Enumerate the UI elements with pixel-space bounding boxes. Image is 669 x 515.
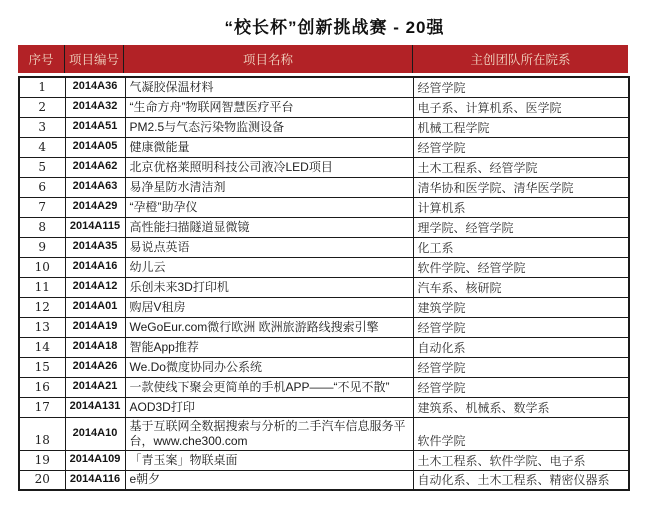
projects-table bbox=[18, 45, 628, 491]
cell-project-code: 2014A63 bbox=[65, 177, 125, 197]
table-row bbox=[19, 177, 629, 197]
table-row bbox=[19, 117, 629, 137]
cell-project-code: 2014A01 bbox=[65, 297, 125, 317]
cell-project-code: 2014A26 bbox=[65, 357, 125, 377]
cell-project-code: 2014A115 bbox=[65, 217, 125, 237]
cell-department: 自动化系 bbox=[413, 337, 629, 357]
cell-project-name: 高性能扫描隧道显微镜 bbox=[125, 217, 413, 237]
table-row bbox=[19, 470, 629, 490]
cell-index: 13 bbox=[19, 317, 65, 337]
cell-index: 5 bbox=[19, 157, 65, 177]
cell-department: 化工系 bbox=[413, 237, 629, 257]
table-row bbox=[19, 217, 629, 237]
cell-index: 3 bbox=[19, 117, 65, 137]
cell-project-code: 2014A10 bbox=[65, 417, 125, 450]
cell-project-code: 2014A18 bbox=[65, 337, 125, 357]
table-header-row bbox=[18, 45, 628, 73]
cell-index: 14 bbox=[19, 337, 65, 357]
cell-project-name: We.Do微度协同办公系统 bbox=[125, 357, 413, 377]
cell-department: 汽车系、核研院 bbox=[413, 277, 629, 297]
cell-project-code: 2014A19 bbox=[65, 317, 125, 337]
cell-project-name: 基于互联网全数据搜索与分析的二手汽车信息服务平台，www.che300.com bbox=[125, 417, 413, 450]
cell-project-name: 气凝胶保温材料 bbox=[125, 77, 413, 97]
cell-project-name: 乐创未来3D打印机 bbox=[125, 277, 413, 297]
cell-project-code: 2014A109 bbox=[65, 450, 125, 470]
cell-project-code: 2014A116 bbox=[65, 470, 125, 490]
cell-index: 1 bbox=[19, 77, 65, 97]
cell-project-code: 2014A05 bbox=[65, 137, 125, 157]
cell-index: 18 bbox=[19, 417, 65, 450]
cell-department: 电子系、计算机系、医学院 bbox=[413, 97, 629, 117]
cell-project-code: 2014A29 bbox=[65, 197, 125, 217]
cell-department: 自动化系、土木工程系、精密仪器系 bbox=[413, 470, 629, 490]
cell-project-code: 2014A12 bbox=[65, 277, 125, 297]
cell-index: 11 bbox=[19, 277, 65, 297]
cell-index: 10 bbox=[19, 257, 65, 277]
table-row bbox=[19, 237, 629, 257]
cell-project-code: 2014A16 bbox=[65, 257, 125, 277]
cell-project-name: “生命方舟”物联网智慧医疗平台 bbox=[125, 97, 413, 117]
table-row bbox=[19, 417, 629, 450]
cell-department: 建筑学院 bbox=[413, 297, 629, 317]
cell-project-name: 「青玉案」物联桌面 bbox=[125, 450, 413, 470]
cell-department: 经管学院 bbox=[413, 77, 629, 97]
cell-department: 清华协和医学院、清华医学院 bbox=[413, 177, 629, 197]
cell-index: 8 bbox=[19, 217, 65, 237]
cell-project-name: 北京优格莱照明科技公司液冷LED项目 bbox=[125, 157, 413, 177]
table-row bbox=[19, 357, 629, 377]
cell-project-name: 智能App推荐 bbox=[125, 337, 413, 357]
cell-department: 土木工程系、软件学院、电子系 bbox=[413, 450, 629, 470]
table-row bbox=[19, 257, 629, 277]
cell-index: 9 bbox=[19, 237, 65, 257]
cell-index: 17 bbox=[19, 397, 65, 417]
cell-project-name: AOD3D打印 bbox=[125, 397, 413, 417]
cell-department: 经管学院 bbox=[413, 357, 629, 377]
header-cell-index: 序号 bbox=[28, 53, 54, 67]
table-row bbox=[19, 157, 629, 177]
cell-department: 计算机系 bbox=[413, 197, 629, 217]
cell-index: 4 bbox=[19, 137, 65, 157]
cell-project-name: PM2.5与气态污染物监测设备 bbox=[125, 117, 413, 137]
cell-project-code: 2014A32 bbox=[65, 97, 125, 117]
table-row bbox=[19, 297, 629, 317]
cell-index: 2 bbox=[19, 97, 65, 117]
cell-project-code: 2014A35 bbox=[65, 237, 125, 257]
table-row bbox=[19, 450, 629, 470]
cell-project-code: 2014A62 bbox=[65, 157, 125, 177]
table-row bbox=[19, 337, 629, 357]
cell-project-code: 2014A51 bbox=[65, 117, 125, 137]
table-row bbox=[19, 137, 629, 157]
cell-department: 土木工程系、经管学院 bbox=[413, 157, 629, 177]
table-row bbox=[19, 377, 629, 397]
cell-project-code: 2014A131 bbox=[65, 397, 125, 417]
projects-table-grid bbox=[18, 76, 630, 491]
cell-project-code: 2014A21 bbox=[65, 377, 125, 397]
cell-index: 16 bbox=[19, 377, 65, 397]
cell-department: 经管学院 bbox=[413, 137, 629, 157]
table-row bbox=[19, 97, 629, 117]
cell-project-name: 健康微能量 bbox=[125, 137, 413, 157]
header-cell-project-name: 项目名称 bbox=[242, 53, 293, 67]
cell-department: 软件学院 bbox=[413, 417, 629, 450]
cell-project-name: e朝夕 bbox=[125, 470, 413, 490]
cell-project-name: 易说点英语 bbox=[125, 237, 413, 257]
cell-project-name: WeGoEur.com微行欧洲 欧洲旅游路线搜索引擎 bbox=[125, 317, 413, 337]
cell-department: 机械工程学院 bbox=[413, 117, 629, 137]
cell-department: 软件学院、经管学院 bbox=[413, 257, 629, 277]
table-row bbox=[19, 77, 629, 97]
cell-index: 20 bbox=[19, 470, 65, 490]
cell-project-name: 购居V租房 bbox=[125, 297, 413, 317]
cell-index: 6 bbox=[19, 177, 65, 197]
table-row bbox=[19, 397, 629, 417]
table-row bbox=[19, 317, 629, 337]
cell-index: 12 bbox=[19, 297, 65, 317]
cell-index: 7 bbox=[19, 197, 65, 217]
page-title: “校长杯”创新挑战赛 - 20强 bbox=[224, 18, 445, 37]
cell-department: 经管学院 bbox=[413, 377, 629, 397]
cell-department: 建筑系、机械系、数学系 bbox=[413, 397, 629, 417]
cell-department: 理学院、经管学院 bbox=[413, 217, 629, 237]
cell-index: 19 bbox=[19, 450, 65, 470]
table-row bbox=[19, 277, 629, 297]
cell-department: 经管学院 bbox=[413, 317, 629, 337]
cell-project-name: 幼儿云 bbox=[125, 257, 413, 277]
cell-index: 15 bbox=[19, 357, 65, 377]
table-row bbox=[19, 197, 629, 217]
cell-project-name: 易净星防水清洁剂 bbox=[125, 177, 413, 197]
cell-project-code: 2014A36 bbox=[65, 77, 125, 97]
cell-project-name: “孕橙”助孕仪 bbox=[125, 197, 413, 217]
cell-project-name: 一款使线下聚会更简单的手机APP——“不见不散” bbox=[125, 377, 413, 397]
header-cell-department: 主创团队所在院系 bbox=[412, 45, 628, 73]
header-cell-project-code: 项目编号 bbox=[64, 45, 124, 73]
